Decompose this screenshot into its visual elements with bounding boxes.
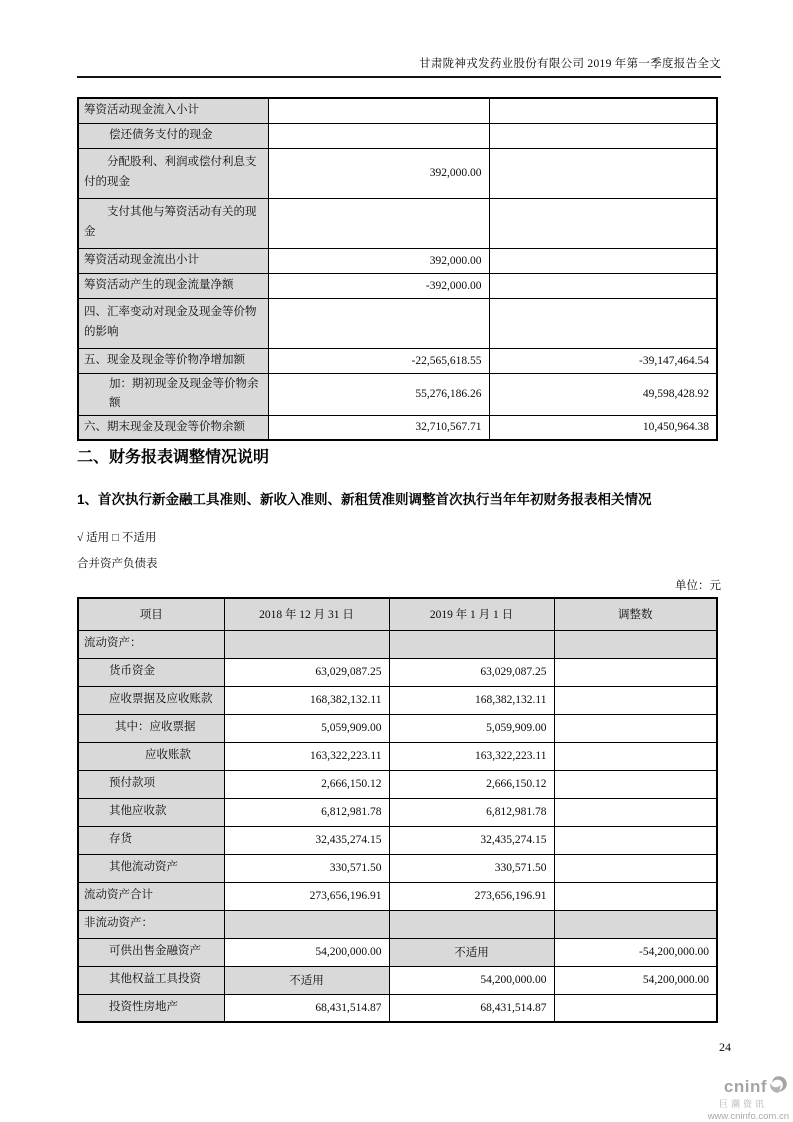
row-value-2018-12-31: 68,431,514.87	[224, 994, 389, 1022]
column-header: 项目	[78, 598, 224, 630]
row-value-2019-01-01: 6,812,981.78	[389, 798, 554, 826]
row-value-2018-12-31: 54,200,000.00	[224, 938, 389, 966]
cninfo-url: www.cninfo.com.cn	[707, 1110, 789, 1122]
row-value-prior: 49,598,428.92	[489, 373, 717, 415]
row-label: 货币资金	[78, 658, 224, 686]
row-value-adjustment: -54,200,000.00	[554, 938, 717, 966]
row-value-2019-01-01	[389, 630, 554, 658]
balance-row	[78, 938, 717, 966]
balance-table-body	[78, 630, 717, 1022]
row-label: 其他流动资产	[78, 854, 224, 882]
row-value-2019-01-01: 63,029,087.25	[389, 658, 554, 686]
row-value-2019-01-01: 2,666,150.12	[389, 770, 554, 798]
row-value-2018-12-31: 不适用	[224, 966, 389, 994]
cninfo-swirl-icon	[768, 1074, 789, 1099]
row-value-2019-01-01: 5,059,909.00	[389, 714, 554, 742]
cashflow-statement-table	[77, 97, 718, 441]
document-header	[77, 0, 721, 78]
balance-row	[78, 966, 717, 994]
row-label: 其他应收款	[78, 798, 224, 826]
row-value-adjustment	[554, 742, 717, 770]
balance-row	[78, 742, 717, 770]
row-value-2019-01-01: 54,200,000.00	[389, 966, 554, 994]
row-value-adjustment	[554, 826, 717, 854]
row-value-adjustment	[554, 630, 717, 658]
row-value-prior	[489, 148, 717, 198]
row-value-current	[268, 98, 489, 123]
row-label: 可供出售金融资产	[78, 938, 224, 966]
row-value-2018-12-31: 5,059,909.00	[224, 714, 389, 742]
cashflow-row	[78, 348, 717, 373]
row-label: 四、汇率变动对现金及现金等价物的影响	[78, 298, 268, 348]
row-value-2018-12-31: 6,812,981.78	[224, 798, 389, 826]
cashflow-row	[78, 273, 717, 298]
row-value-current: 392,000.00	[268, 148, 489, 198]
row-value-2019-01-01: 32,435,274.15	[389, 826, 554, 854]
cninfo-logo	[674, 1074, 789, 1122]
row-value-current: 32,710,567.71	[268, 415, 489, 440]
row-label: 筹资活动现金流入小计	[78, 98, 268, 123]
row-value-current: -392,000.00	[268, 273, 489, 298]
row-value-current	[268, 123, 489, 148]
row-label: 流动资产合计	[78, 882, 224, 910]
row-value-2018-12-31: 273,656,196.91	[224, 882, 389, 910]
row-label: 预付款项	[78, 770, 224, 798]
column-header: 2019 年 1 月 1 日	[389, 598, 554, 630]
balance-row	[78, 994, 717, 1022]
balance-sheet-title: 合并资产负债表	[77, 558, 158, 570]
row-value-prior	[489, 298, 717, 348]
cninfo-chinese-name: 巨潮资讯	[718, 1099, 767, 1109]
row-value-prior: 10,450,964.38	[489, 415, 717, 440]
balance-row	[78, 714, 717, 742]
row-label: 其他权益工具投资	[78, 966, 224, 994]
row-label: 筹资活动产生的现金流量净额	[78, 273, 268, 298]
row-value-2018-12-31: 330,571.50	[224, 854, 389, 882]
balance-sheet-table	[77, 597, 718, 1023]
balance-row	[78, 826, 717, 854]
row-value-2018-12-31	[224, 910, 389, 938]
row-value-2019-01-01: 163,322,223.11	[389, 742, 554, 770]
row-value-adjustment	[554, 882, 717, 910]
row-label: 非流动资产：	[78, 910, 224, 938]
row-value-prior	[489, 123, 717, 148]
row-value-2018-12-31: 2,666,150.12	[224, 770, 389, 798]
row-value-adjustment	[554, 770, 717, 798]
row-label: 分配股利、利润或偿付利息支付的现金	[78, 148, 268, 198]
row-label: 其中：应收票据	[78, 714, 224, 742]
row-value-adjustment	[554, 854, 717, 882]
row-value-2018-12-31: 63,029,087.25	[224, 658, 389, 686]
column-header: 2018 年 12 月 31 日	[224, 598, 389, 630]
row-value-2018-12-31	[224, 630, 389, 658]
row-value-adjustment	[554, 798, 717, 826]
row-value-2018-12-31: 163,322,223.11	[224, 742, 389, 770]
unit-label: 单位：元	[675, 580, 721, 592]
row-value-2019-01-01: 68,431,514.87	[389, 994, 554, 1022]
row-value-adjustment	[554, 714, 717, 742]
section-row	[78, 630, 717, 658]
column-header: 调整数	[554, 598, 717, 630]
document-title: 甘肃陇神戎发药业股份有限公司 2019 年第一季度报告全文	[419, 58, 721, 70]
cashflow-row	[78, 248, 717, 273]
row-value-2019-01-01: 330,571.50	[389, 854, 554, 882]
balance-table-header-row	[78, 598, 717, 630]
row-label: 支付其他与筹资活动有关的现金	[78, 198, 268, 248]
row-label: 流动资产：	[78, 630, 224, 658]
row-label: 六、期末现金及现金等价物余额	[78, 415, 268, 440]
balance-row	[78, 882, 717, 910]
row-value-current: -22,565,618.55	[268, 348, 489, 373]
row-value-adjustment	[554, 910, 717, 938]
cashflow-table-body	[78, 98, 717, 440]
row-label: 应收票据及应收账款	[78, 686, 224, 714]
row-value-2019-01-01: 273,656,196.91	[389, 882, 554, 910]
row-label: 五、现金及现金等价物净增加额	[78, 348, 268, 373]
cashflow-row	[78, 373, 717, 415]
row-label: 应收账款	[78, 742, 224, 770]
row-label: 投资性房地产	[78, 994, 224, 1022]
row-label: 存货	[78, 826, 224, 854]
row-label: 加：期初现金及现金等价物余额	[78, 373, 268, 415]
row-value-2019-01-01: 不适用	[389, 938, 554, 966]
row-value-current	[268, 198, 489, 248]
row-value-current: 55,276,186.26	[268, 373, 489, 415]
row-value-adjustment	[554, 658, 717, 686]
cashflow-row	[78, 98, 717, 123]
subsection-heading: 1、首次执行新金融工具准则、新收入准则、新租赁准则调整首次执行当年年初财务报表相关情况	[77, 492, 652, 507]
applicability-line: √ 适用 □ 不适用	[77, 532, 157, 544]
row-value-adjustment	[554, 686, 717, 714]
row-value-prior: -39,147,464.54	[489, 348, 717, 373]
row-value-prior	[489, 248, 717, 273]
row-value-adjustment	[554, 994, 717, 1022]
row-label: 筹资活动现金流出小计	[78, 248, 268, 273]
balance-row	[78, 686, 717, 714]
balance-row	[78, 798, 717, 826]
balance-row	[78, 770, 717, 798]
row-value-2019-01-01	[389, 910, 554, 938]
section-heading: 二、财务报表调整情况说明	[77, 449, 270, 466]
cashflow-row	[78, 148, 717, 198]
cashflow-row	[78, 298, 717, 348]
row-value-current	[268, 298, 489, 348]
balance-row	[78, 854, 717, 882]
row-value-2018-12-31: 168,382,132.11	[224, 686, 389, 714]
row-value-prior	[489, 198, 717, 248]
page-number: 24	[719, 1040, 731, 1054]
cninfo-brand-text: cninf	[723, 1077, 767, 1096]
cashflow-row	[78, 415, 717, 440]
row-label: 偿还债务支付的现金	[78, 123, 268, 148]
row-value-current: 392,000.00	[268, 248, 489, 273]
balance-row	[78, 658, 717, 686]
row-value-2018-12-31: 32,435,274.15	[224, 826, 389, 854]
row-value-prior	[489, 273, 717, 298]
row-value-adjustment: 54,200,000.00	[554, 966, 717, 994]
cashflow-row	[78, 198, 717, 248]
row-value-2019-01-01: 168,382,132.11	[389, 686, 554, 714]
row-value-prior	[489, 98, 717, 123]
section-row	[78, 910, 717, 938]
cashflow-row	[78, 123, 717, 148]
